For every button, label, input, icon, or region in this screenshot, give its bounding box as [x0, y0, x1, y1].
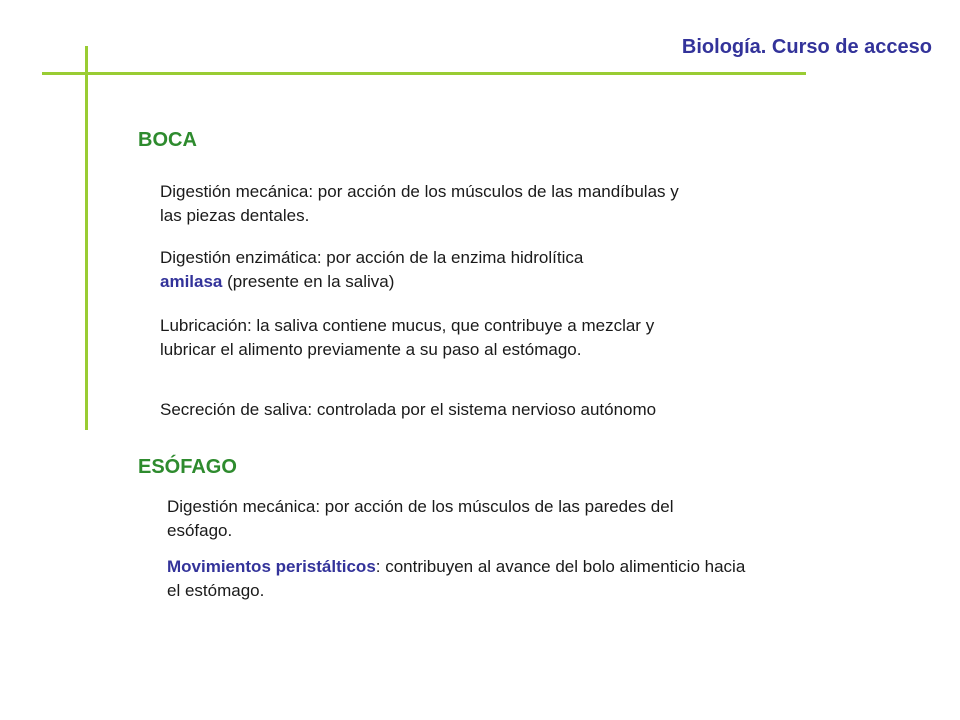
section-heading-esofago: ESÓFAGO — [138, 456, 237, 478]
horizontal-accent-rule — [42, 72, 806, 75]
section-heading-boca: BOCA — [138, 129, 197, 151]
vertical-accent-rule — [85, 46, 88, 430]
boca-paragraph-digestion-enzimatica — [160, 246, 720, 294]
slide-title: Biología. Curso de acceso — [681, 36, 932, 58]
esofago-paragraph-movimientos — [167, 555, 747, 603]
esofago-p2-tail: : contribuyen al avance del bolo alimenticio hacia el estómago. — [167, 557, 746, 600]
esofago-paragraph-digestion-mecanica: Digestión mecánica: por acción de los músculos de las paredes del esófago. — [167, 497, 674, 540]
boca-paragraph-digestion-mecanica: Digestión mecánica: por acción de los músculos de las mandíbulas y las piezas dentales. — [160, 182, 679, 225]
boca-p2-text: Digestión enzimática: por acción de la enzima hidrolítica — [160, 248, 584, 267]
boca-paragraph-lubricacion: Lubricación: la saliva contiene mucus, que contribuye a mezclar y lubricar el alimento previamente a su paso al estómago. — [160, 316, 655, 359]
highlight-term-amilasa: amilasa — [160, 272, 223, 291]
boca-p2-tail: (presente en la saliva) — [222, 272, 395, 291]
boca-paragraph-secrecion: Secreción de saliva: controlada por el sistema nervioso autónomo — [160, 400, 657, 419]
highlight-term-movimientos-peristalticos: Movimientos peristálticos — [167, 557, 376, 576]
